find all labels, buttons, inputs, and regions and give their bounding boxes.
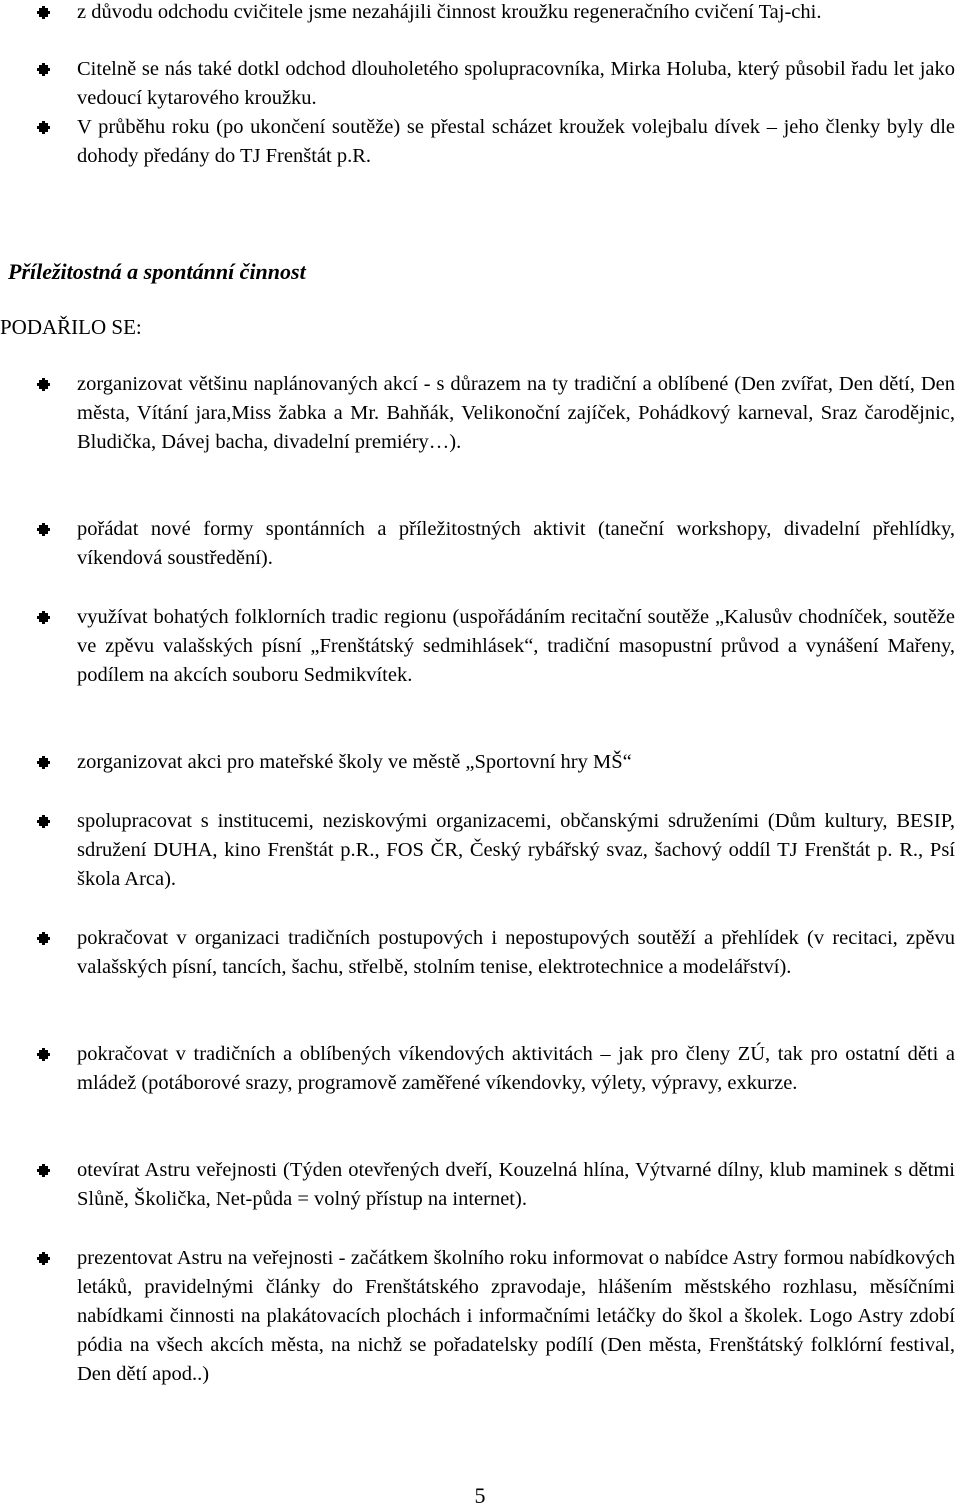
list-item-text: z důvodu odchodu cvičitele jsme nezahájili činnost kroužku regeneračního cvičení Taj-chi.	[77, 1, 822, 23]
list-item	[77, 1156, 955, 1214]
list-item-text: prezentovat Astru na veřejnosti - začátkem školního roku informovat o nabídce Astry formou nabídkových letáků, pravidelnými články do Frenštátského zpravodaje, hlášením městského rozhlasu, měsíčními nabídkami činnosti na plakátovacích plochách i informačními letáčky do škol a školek. Logo Astry zdobí pódia na všech akcích města, na nichž se pořadatelsky podílí (Den města, Frenštátský folklórní festival, Den dětí apod..)	[77, 1247, 955, 1385]
list-item	[77, 603, 955, 690]
square-bullet-icon	[39, 613, 48, 622]
list-item	[77, 1040, 955, 1098]
square-bullet-icon	[39, 1050, 48, 1059]
square-bullet-icon	[39, 65, 48, 74]
square-bullet-icon	[39, 1254, 48, 1263]
list-item	[77, 113, 955, 171]
list-item	[77, 924, 955, 982]
list-item-text: spolupracovat s institucemi, neziskovými organizacemi, občanskými sdruženími (Dům kultury, BESIP, sdružení DUHA, kino Frenštát p.R., FOS ČR, Český rybářský svaz, šachový oddíl TJ Frenštát p. R., Psí škola Arca).	[77, 810, 955, 890]
square-bullet-icon	[39, 934, 48, 943]
section-subheading: PODAŘILO SE:	[0, 315, 142, 339]
list-item	[77, 748, 955, 777]
list-item	[77, 1244, 955, 1389]
list-item-text: zorganizovat akci pro mateřské školy ve městě „Sportovní hry MŠ“	[77, 751, 632, 773]
list-item-text: Citelně se nás také dotkl odchod dlouholetého spolupracovníka, Mirka Holuba, který působil řadu let jako vedoucí kytarového kroužku.	[77, 58, 955, 109]
square-bullet-icon	[39, 8, 48, 17]
square-bullet-icon	[39, 817, 48, 826]
list-item-text: otevírat Astru veřejnosti (Týden otevřených dveří, Kouzelná hlína, Výtvarné dílny, klub maminek s dětmi Slůně, Školička, Net-půda = volný přístup na internet).	[77, 1159, 955, 1210]
square-bullet-icon	[39, 1166, 48, 1175]
list-item-text: pokračovat v organizaci tradičních postupových i nepostupových soutěží a přehlídek (v recitaci, zpěvu valašských písní, tancích, šachu, střelbě, stolním tenise, elektrotechnice a modelářství).	[77, 927, 955, 978]
list-item	[77, 370, 955, 457]
list-item-text: zorganizovat většinu naplánovaných akcí - s důrazem na ty tradiční a oblíbené (Den zvířat, Den dětí, Den města, Vítání jara,Miss žabka a Mr. Bahňák, Velikonoční zajíček, Pohádkový karneval, Sraz čarodějnic, Bludička, Dávej bacha, divadelní premiéry…).	[77, 373, 955, 453]
list-item-text: pokračovat v tradičních a oblíbených víkendových aktivitách – jak pro členy ZÚ, tak pro ostatní děti a mládež (potáborové srazy, programově zaměřené víkendovky, výlety, výpravy, exkurze.	[77, 1043, 955, 1094]
list-item-text: V průběhu roku (po ukončení soutěže) se přestal scházet kroužek volejbalu dívek – jeho členky byly dle dohody předány do TJ Frenštát p.R.	[77, 116, 955, 167]
square-bullet-icon	[39, 525, 48, 534]
square-bullet-icon	[39, 758, 48, 767]
list-item	[77, 807, 955, 894]
list-item	[77, 0, 955, 27]
page-number: 5	[474, 1483, 486, 1508]
section-title: Příležitostná a spontánní činnost	[8, 259, 306, 284]
square-bullet-icon	[39, 380, 48, 389]
list-item	[77, 515, 955, 573]
list-item-text: využívat bohatých folklorních tradic regionu (uspořádáním recitační soutěže „Kalusův chodníček, soutěže ve zpěvu valašských písní „Frenštátský sedmihlásek“, tradiční masopustní průvod a vynášení Mařeny, podílem na akcích souboru Sedmikvítek.	[77, 606, 955, 686]
list-item	[77, 55, 955, 113]
list-item-text: pořádat nové formy spontánních a příležitostných aktivit (taneční workshopy, divadelní přehlídky, víkendová soustředění).	[77, 518, 955, 569]
square-bullet-icon	[39, 123, 48, 132]
